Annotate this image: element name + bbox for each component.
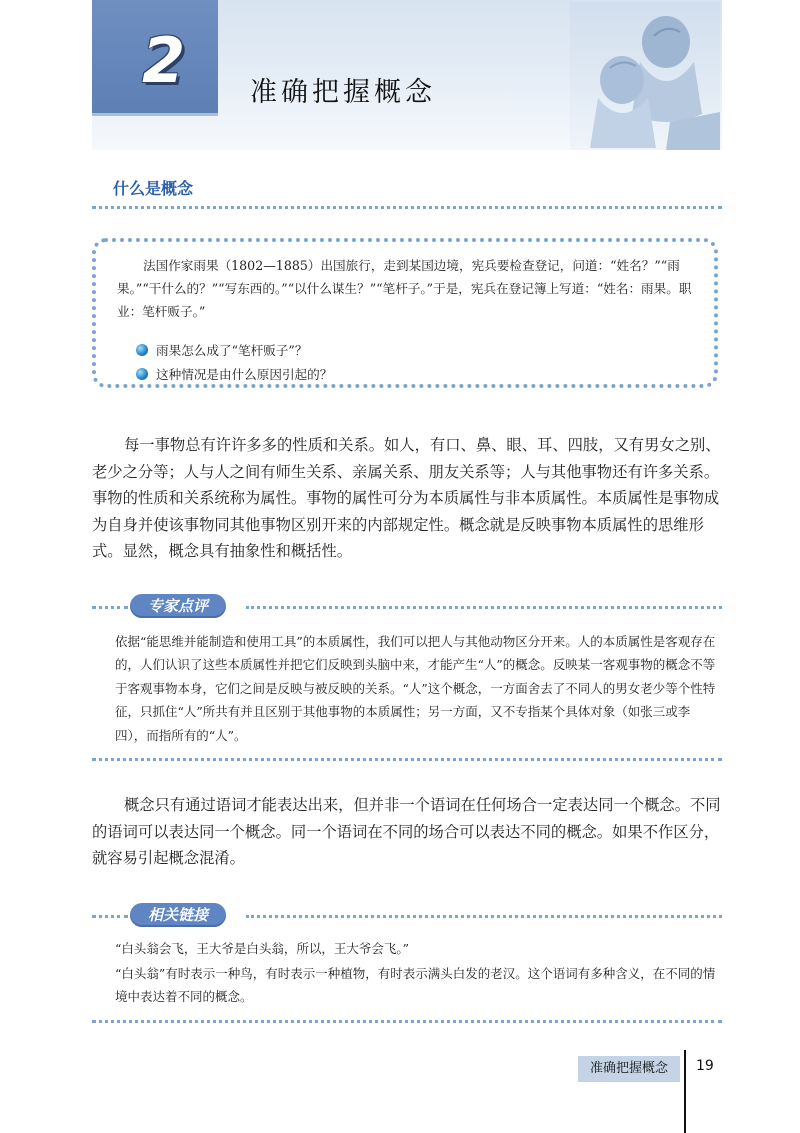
portrait-illustration (570, 2, 720, 150)
expert-note-tag: 专家点评 (130, 594, 226, 618)
chapter-number: 2 (142, 24, 186, 97)
body-paragraph: 每一事物总有许许多多的性质和关系。如人，有口、鼻、眼、耳、四肢，又有男女之别、老少之分等；人与人之间有师生关系、亲属关系、朋友关系等；人与其他事物还有许多关系。事物的性质和关系统称为属性。事物的属性可分为本质属性与非本质属性。本质属性是事物成为自身并使该事物同其他事物区别开来的内部规定性。概念就是反映事物本质属性的思维形式。显然，概念具有抽象性和概括性。 (92, 436, 721, 560)
related-link-text: “白头翁”有时表示一种鸟，有时表示一种植物，有时表示满头白发的老汉。这个语词有多种含义，在不同的情境中表达着不同的概念。 (115, 966, 716, 1005)
expert-note-divider-right (246, 606, 722, 609)
header-divider (92, 113, 218, 116)
bullet-icon (136, 368, 148, 380)
related-link-divider-bottom (92, 1020, 722, 1023)
question-text: 雨果怎么成了“笔杆贩子”？ (156, 343, 308, 358)
chapter-title: 准确把握概念 (250, 77, 436, 108)
page-number: 19 (696, 1058, 714, 1074)
question-item (136, 340, 307, 359)
expert-note-text: 依据“能思维并能制造和使用工具”的本质属性，我们可以把人与其他动物区分开来。人的本质属性是客观存在的，人们认识了这些本质属性并把它们反映到头脑中来，才能产生“人”的概念。反映某一客观事物的概念不等于客观事物本身，它们之间是反映与被反映的关系。“人”这个概念，一方面舍去了不同人的男女老少等个性特征，只抓住“人”所共有并且区别于其他事物的本质属性；另一方面，又不专指某个具体对象（如张三或李四），而指所有的“人”。 (115, 634, 716, 743)
related-link-divider-left (92, 915, 128, 918)
question-text: 这种情况是由什么原因引起的？ (156, 367, 333, 382)
expert-note-divider-bottom (92, 758, 722, 761)
case-study-text: 法国作家雨果（1802—1885）出国旅行，走到某国边境，宪兵要检查登记，问道：“姓名？”“雨果。”“干什么的？”“写东西的。”“以什么谋生？”“笔杆子。”于是，宪兵在登记簿上写道：“姓名：雨果。职业：笔杆贩子。” (117, 258, 692, 319)
footer-divider (684, 1050, 686, 1133)
running-footer-title: 准确把握概念 (578, 1056, 680, 1082)
section-heading: 什么是概念 (113, 179, 194, 198)
related-link-divider-right (246, 915, 722, 918)
section-divider (92, 206, 722, 209)
related-link-line: “白头翁会飞，王大爷是白头翁，所以，王大爷会飞。” (115, 941, 410, 956)
bullet-icon (136, 344, 148, 356)
expert-note-divider-left (92, 606, 128, 609)
related-link-tag: 相关链接 (130, 903, 226, 927)
question-item (136, 364, 332, 383)
body-paragraph: 概念只有通过语词才能表达出来，但并非一个语词在任何场合一定表达同一个概念。不同的语词可以表达同一个概念。同一个语词在不同的场合可以表达不同的概念。如果不作区分，就容易引起概念混淆。 (92, 796, 721, 867)
